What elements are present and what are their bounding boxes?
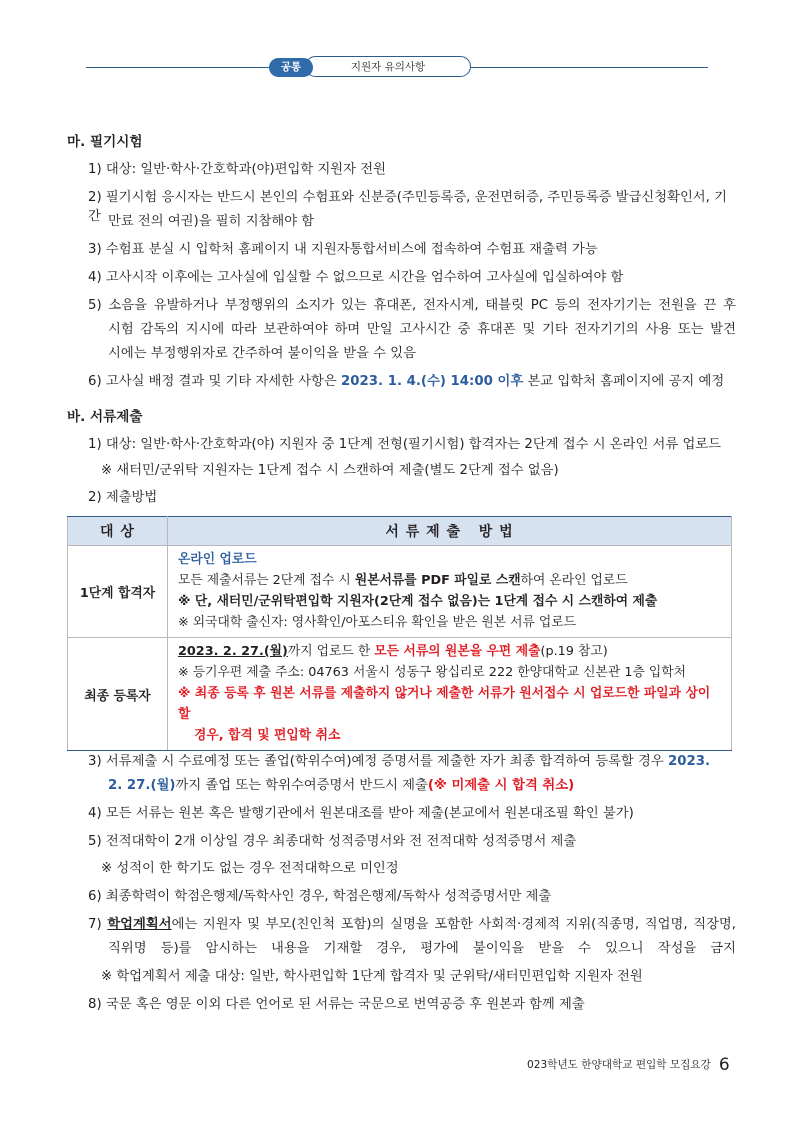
ba-item-4: 4) 모든 서류는 원본 혹은 발행기관에서 원본대조를 받아 제출(본교에서 원본대조필 확인 불가) — [88, 806, 634, 821]
ba-item-6: 6) 최종학력이 학점은행제/독학사인 경우, 학점은행제/독학사 성적증명서만 제출 — [88, 889, 552, 904]
online-upload-desc-c: 하여 온라인 업로드 — [520, 573, 628, 588]
ma-item-2-line1: 2) 필기시험 응시자는 반드시 본인의 수험표와 신분증(주민등록증, 운전면허증, 주민등록증 발급신청확인서, 기간 — [88, 190, 727, 224]
ma-item-6-date: 2023. 1. 4.(수) 14:00 이후 — [341, 374, 524, 389]
ba-note-1: ※ 새터민/군위탁 지원자는 1단계 접수 시 스캔하여 제출(별도 2단계 접수 없음) — [101, 463, 559, 478]
online-upload-title: 온라인 업로드 — [178, 552, 257, 567]
ba-item-8: 8) 국문 혹은 영문 이외 다른 언어로 된 서류는 국문으로 번역공증 후 원본과 함께 제출 — [88, 997, 585, 1012]
final-deadline-red: 모든 서류의 원본을 우편 제출 — [374, 644, 541, 659]
section-title-ma: 마. 필기시험 — [67, 134, 143, 150]
row-label-final: 최종 등록자 — [68, 638, 168, 751]
row-content-final — [168, 638, 732, 751]
online-upload-desc-a: 모든 제출서류는 2단계 접수 시 — [178, 573, 351, 588]
ma-item-5-line3: 시에는 부정행위자로 간주하여 불이익을 받을 수 있음 — [108, 346, 416, 361]
online-upload-desc — [178, 570, 721, 591]
ma-item-5-line2: 시험 감독의 지시에 따라 보관하여야 하며 만일 고사시간 중 휴대폰 및 기타 전자기기의 사용 또는 발견 — [108, 322, 736, 337]
ba-item-1: 1) 대상: 일반·학사·간호학과(야) 지원자 중 1단계 전형(필기시험) 합격자는 2단계 접수 시 온라인 서류 업로드 — [88, 437, 721, 452]
ba-note-7: ※ 학업계획서 제출 대상: 일반, 학사편입학 1단계 합격자 및 군위탁/새터민편입학 지원자 전원 — [101, 969, 643, 984]
header-title: 지원자 유의사항 — [305, 56, 471, 77]
ba-item-3-year: 2023. — [667, 754, 710, 769]
ma-item-1: 1) 대상: 일반·학사·간호학과(야)편입학 지원자 전원 — [88, 162, 386, 177]
ma-item-3: 3) 수험표 분실 시 입학처 홈페이지 내 지원자통합서비스에 접속하여 수험표 재출력 가능 — [88, 242, 598, 257]
final-deadline-line — [178, 641, 721, 662]
ba-item-3-warning: (※ 미제출 시 합격 취소) — [427, 778, 575, 793]
ba-item-3-date: 2. 27.(월) — [108, 778, 176, 793]
submission-table — [67, 516, 732, 751]
header-tag: 공통 — [269, 58, 313, 77]
stage1-note-foreign: ※ 외국대학 출신자: 영사확인/아포스티유 확인을 받은 원본 서류 업로드 — [178, 615, 577, 630]
table-header-method: 서 류 제 출 방 법 — [168, 517, 732, 546]
row-label-stage1: 1단계 합격자 — [68, 546, 168, 638]
ba-item-7-keyword: 학업계획서 — [107, 917, 172, 932]
ba-item-3-text: 3) 서류제출 시 수료예정 또는 졸업(학위수여)예정 증명서를 제출한 자가 최종 합격하여 등록할 경우 — [88, 754, 664, 769]
table-header-target: 대 상 — [68, 517, 168, 546]
row-content-stage1 — [168, 546, 732, 638]
ba-item-7-num: 7) — [88, 917, 102, 932]
ba-item-3-line1 — [88, 750, 710, 769]
footer-text: 023학년도 한양대학교 편입학 모집요강 — [527, 1059, 711, 1071]
page-number: 6 — [718, 1055, 730, 1075]
ba-item-7-line2: 직위명 등)를 암시하는 내용을 기재할 경우, 평가에 불이익을 받을 수 있으니 작성을 금지 — [108, 941, 736, 956]
ba-item-7-text: 에는 지원자 및 부모(친인척 포함)의 실명을 포함한 사회적·경제적 지위(직종명, 직업명, 직장명, — [171, 917, 736, 932]
ba-item-3-mid: 까지 졸업 또는 학위수여증명서 반드시 제출 — [175, 778, 428, 793]
ba-item-5: 5) 전적대학이 2개 이상일 경우 최종대학 성적증명서와 전 전적대학 성적증명서 제출 — [88, 834, 577, 849]
section-title-ba: 바. 서류제출 — [67, 409, 143, 425]
final-deadline-ref: (p.19 참고) — [540, 644, 608, 659]
ba-item-3-line2 — [108, 774, 574, 793]
ba-item-7-line1 — [88, 913, 736, 932]
ma-item-6 — [88, 370, 724, 389]
final-cancel-note-2: 경우, 합격 및 편입학 취소 — [194, 728, 341, 743]
final-mail-address: ※ 등기우편 제출 주소: 04763 서울시 성동구 왕십리로 222 한양대학교 신본관 1층 입학처 — [178, 665, 686, 680]
stage1-note-defector: ※ 단, 새터민/군위탁편입학 지원자(2단계 접수 없음)는 1단계 접수 시 스캔하여 제출 — [178, 594, 658, 609]
final-cancel-note-1: ※ 최종 등록 후 원본 서류를 제출하지 않거나 제출한 서류가 원서접수 시 업로드한 파일과 상이할 — [178, 686, 711, 722]
table-header-row — [68, 517, 732, 546]
table-row — [68, 546, 732, 638]
ma-item-6-tail: 본교 입학처 홈페이지에 공지 예정 — [527, 374, 725, 389]
page-footer — [527, 1055, 730, 1075]
online-upload-desc-b: 원본서류를 PDF 파일로 스캔 — [354, 573, 521, 588]
ma-item-5-line1: 5) 소음을 유발하거나 부정행위의 소지가 있는 휴대폰, 전자시계, 태블릿 PC 등의 전자기기는 전원을 끈 후 — [88, 298, 736, 313]
ba-note-5: ※ 성적이 한 학기도 없는 경우 전적대학으로 미인정 — [101, 861, 399, 876]
final-deadline-text: 까지 업로드 한 — [287, 644, 371, 659]
ma-item-2-line2: 만료 전의 여권)을 필히 지참해야 함 — [108, 214, 315, 229]
ba-item-2: 2) 제출방법 — [88, 490, 158, 505]
ma-item-4: 4) 고사시작 이후에는 고사실에 입실할 수 없으므로 시간을 엄수하여 고사실에 입실하여야 함 — [88, 270, 624, 285]
final-deadline-date: 2023. 2. 27.(월) — [178, 644, 288, 659]
table-row — [68, 638, 732, 751]
ma-item-6-text: 6) 고사실 배정 결과 및 기타 자세한 사항은 — [88, 374, 337, 389]
